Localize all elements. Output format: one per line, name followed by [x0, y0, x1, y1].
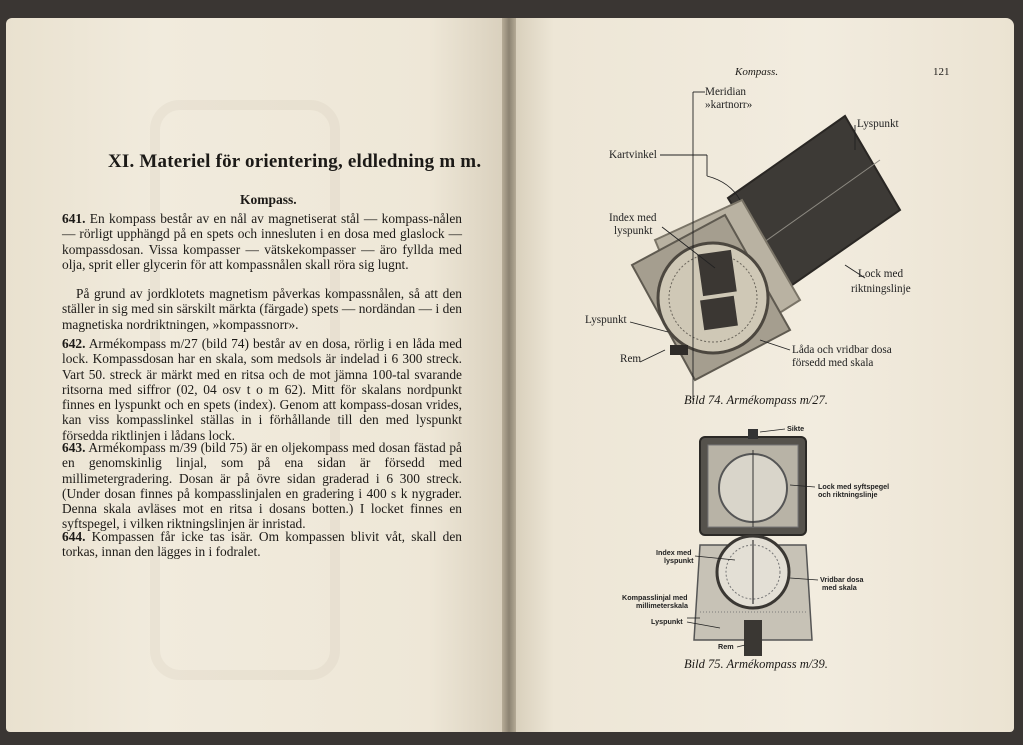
label-lock-syftspegel: Lock med syftspegel	[818, 482, 890, 491]
paragraph-text: Armékompass m/39 (bild 75) är en oljekompass med dosan fästad på en genomskinlig linjal, som på ena sidan är försedd med millimetergradering. Dosan är på övre sidan graderad i 6 300 streck. (Under dosan finnes på kompasslinjalen en gradering i 400 s k nygrader. Denna skala avläses mot en ritsa i dosans botten.) I locket finnes en syftspegel, i vilken riktningslinjen är inristad.	[62, 440, 462, 532]
label-index-med: Index med	[609, 212, 657, 224]
label-index-med-75: Index med	[656, 548, 692, 557]
label-index-lyspunkt: lyspunkt	[614, 225, 653, 237]
chapter-title: XI. Materiel för orientering, eldledning m m.	[108, 151, 482, 172]
paragraph-number: 641.	[62, 211, 86, 226]
label-lock-riktningslinje: och riktningslinje	[818, 490, 878, 499]
paragraph-number: 642.	[62, 336, 86, 351]
label-lada-line2: försedd med skala	[792, 357, 874, 369]
paragraph-number: 644.	[62, 529, 86, 544]
label-kartnorr: »kartnorr»	[705, 99, 753, 111]
label-rem-75: Rem	[718, 642, 734, 651]
paragraph-text: Armékompass m/27 (bild 74) består av en dosa, rörlig i en låda med lock. Kompassdosan har en skala, som medsols är indelad i 6 300 streck. Vart 50. streck är märkt med en ritsa och de mot jämna 100-tal svarande ritsorna med siffror (02, 04 osv t o m 62). Mitt för skalans nordpunkt finnes en lyspunkt och en spets (index). Genom att kompass-dosan vrides, kan viss kompasslinkel ställas in i förhållande till den med lyspunkt försedda riktlinjen i lådans lock.	[62, 336, 462, 443]
label-lyspunkt-75: Lyspunkt	[651, 617, 683, 626]
paragraph-number: 643.	[62, 440, 86, 455]
label-rem: Rem	[620, 353, 642, 365]
label-lyspunkt-top: Lyspunkt	[857, 118, 899, 130]
page-number: 121	[933, 66, 950, 78]
label-riktningslinje: riktningslinje	[851, 283, 911, 295]
label-med-skala: med skala	[822, 583, 857, 592]
paragraph-text: En kompass består av en nål av magnetiserat stål — kompass-nålen — rörligt upphängd på en spets och innesluten i en dosa med glaslock — kompassdosan. Vissa kompasser — vätskekompasser — äro fyllda med olja, sprit eller glycerin för att kompassnålen skall röra sig lugnt.	[62, 211, 462, 272]
compass-m39-illustration	[694, 429, 812, 656]
label-meridian: Meridian	[705, 86, 747, 98]
label-millimeterskala: millimeterskala	[636, 601, 688, 610]
caption-bild-75: Bild 75. Armékompass m/39.	[684, 657, 828, 671]
label-index-lyspunkt-75: lyspunkt	[664, 556, 694, 565]
label-lada-line1: Låda och vridbar dosa	[792, 344, 892, 356]
label-kompasslinjal: Kompasslinjal med	[622, 593, 688, 602]
paragraph-text: Kompassen får icke tas isär. Om kompassen blivit våt, skall den torkas, innan den lägges in i fodralet.	[62, 529, 462, 560]
compass-m27-illustration	[632, 116, 900, 380]
label-kartvinkel: Kartvinkel	[609, 149, 657, 161]
section-title: Kompass.	[240, 192, 297, 207]
paragraph-text: På grund av jordklotets magnetism påverkas kompassnålen, så att den ställer in sig med sin särskilt märkta (färgade) spets — nordändan — i den magnetiska nordriktningen, »kompassnorr».	[62, 286, 462, 332]
label-vridbar-dosa: Vridbar dosa	[820, 575, 864, 584]
caption-bild-74: Bild 74. Armékompass m/27.	[684, 393, 828, 407]
label-lock-med: Lock med	[858, 268, 904, 280]
running-head: Kompass.	[735, 66, 779, 78]
label-sikte: Sikte	[787, 424, 805, 433]
label-lyspunkt-left: Lyspunkt	[585, 314, 627, 326]
